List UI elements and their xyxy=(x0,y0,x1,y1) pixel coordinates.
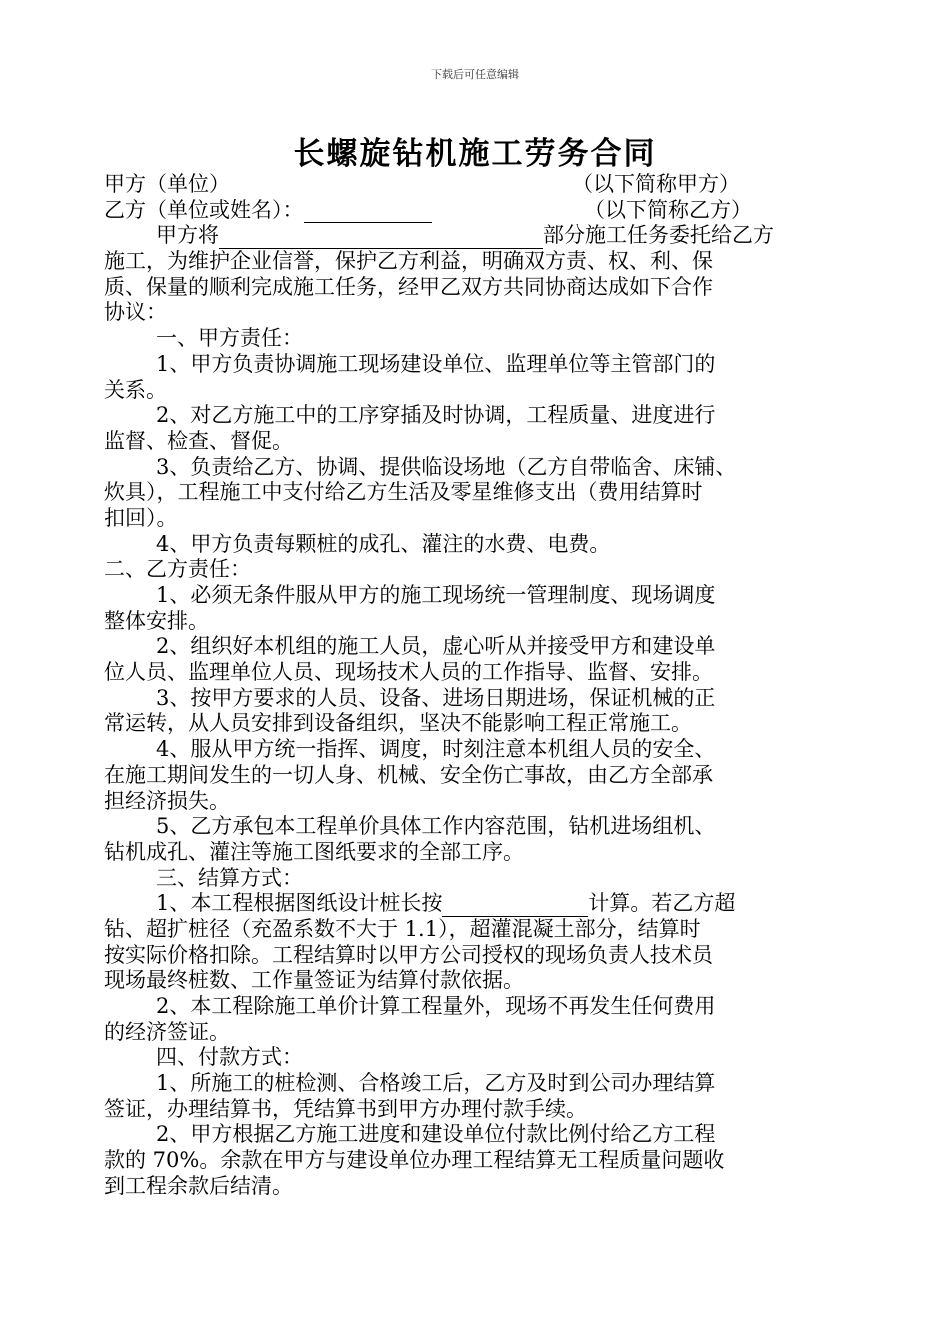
section-heading: 一、甲方责任： xyxy=(156,326,303,351)
party-b-blank[interactable] xyxy=(304,202,432,223)
clause-line: 签证，办理结算书，凭结算书到甲方办理付款手续。 xyxy=(104,1096,587,1121)
clause-line: 担经济损失。 xyxy=(104,788,230,813)
clause-line: 4、服从甲方统一指挥、调度，时刻注意本机组人员的安全、 xyxy=(156,737,716,762)
section-heading: 二、乙方责任： xyxy=(104,557,251,582)
contract-body xyxy=(104,172,844,1200)
clause-line: 钻机成孔、灌注等施工图纸要求的全部工序。 xyxy=(104,839,524,864)
clause-line: 炊具），工程施工中支付给乙方生活及零星维修支出（费用结算时 xyxy=(104,480,703,505)
clause-line: 扣回）。 xyxy=(104,505,178,530)
party-a-label: 甲方（单位） xyxy=(104,172,230,196)
clause-line: 1、甲方负责协调施工现场建设单位、监理单位等主管部门的 xyxy=(156,351,716,376)
clause-line: 钻、超扩桩径（充盈系数不大于 1.1），超灌混凝土部分，结算时 xyxy=(104,916,701,941)
clause-line: 整体安排。 xyxy=(104,608,209,633)
pile-length-prefix: 1、本工程根据图纸设计桩长按 xyxy=(156,891,443,916)
clause-line: 2、组织好本机组的施工人员，虚心听从并接受甲方和建设单 xyxy=(156,634,716,659)
clause-line: 按实际价格扣除。工程结算时以甲方公司授权的现场负责人技术员 xyxy=(104,942,713,967)
clause-line: 3、负责给乙方、协调、提供临设场地（乙方自带临舍、床铺、 xyxy=(156,454,737,479)
section-heading: 三、结算方式： xyxy=(156,865,303,890)
clause-line: 1、所施工的桩检测、合格竣工后，乙方及时到公司办理结算 xyxy=(156,1071,716,1096)
clause-line: 2、本工程除施工单价计算工程量外，现场不再发生任何费用 xyxy=(156,994,716,1018)
pile-length-suffix: 计算。若乙方超 xyxy=(588,891,736,916)
download-note: 下载后可任意编辑 xyxy=(431,68,519,81)
party-b-field xyxy=(104,198,432,224)
project-blank[interactable] xyxy=(219,228,543,249)
clause-line: 关系。 xyxy=(104,377,167,402)
clause-line: 位人员、监理单位人员、现场技术人员的工作指导、监督、安排。 xyxy=(104,660,713,685)
clause-line: 2、甲方根据乙方施工进度和建设单位付款比例付给乙方工程 xyxy=(156,1122,716,1147)
intro-prefix: 甲方将 xyxy=(156,223,219,248)
intro-line: 协议： xyxy=(104,300,167,325)
intro-suffix: 部分施工任务委托给乙方 xyxy=(543,223,774,248)
pile-length-blank[interactable] xyxy=(442,896,588,917)
intro-line: 施工，为维护企业信誉，保护乙方利益，明确双方责、权、利、保 xyxy=(104,249,713,274)
party-b-alias: （以下简称乙方） xyxy=(584,197,752,222)
clause-line: 现场最终桩数、工作量签证为结算付款依据。 xyxy=(104,968,524,993)
clause-line: 在施工期间发生的一切人身、机械、安全伤亡事故，由乙方全部承 xyxy=(104,762,713,787)
clause-line: 4、甲方负责每颗桩的成孔、灌注的水费、电费。 xyxy=(156,531,611,556)
clause-line: 的经济签证。 xyxy=(104,1019,230,1044)
intro-first-line xyxy=(104,223,844,249)
party-b-line xyxy=(104,198,844,224)
party-a-line xyxy=(104,172,844,198)
intro-line: 质、保量的顺利完成施工任务，经甲乙双方共同协商达成如下合作 xyxy=(104,274,713,299)
clause-line: 到工程余款后结清。 xyxy=(104,1173,293,1198)
section-heading: 四、付款方式： xyxy=(156,1045,303,1070)
clause-line: 2、对乙方施工中的工序穿插及时协调，工程质量、进度进行 xyxy=(156,403,716,428)
clause-line xyxy=(104,891,844,917)
clause-line: 监督、检查、督促。 xyxy=(104,428,293,453)
party-a-alias: （以下简称甲方） xyxy=(572,172,740,196)
clause-line: 3、按甲方要求的人员、设备、进场日期进场，保证机械的正 xyxy=(156,685,716,710)
clause-line: 1、必须无条件服从甲方的施工现场统一管理制度、现场调度 xyxy=(156,583,716,607)
contract-title: 长螺旋钻机施工劳务合同 xyxy=(293,136,657,172)
clause-line: 常运转，从人员安排到设备组织，坚决不能影响工程正常施工。 xyxy=(104,711,692,736)
party-b-label: 乙方（单位或姓名）： xyxy=(104,197,304,222)
clause-line: 5、乙方承包本工程单价具体工作内容范围，钻机进场组机、 xyxy=(156,814,716,839)
clause-line: 款的 70%。余款在甲方与建设单位办理工程结算无工程质量问题收 xyxy=(104,1148,725,1173)
